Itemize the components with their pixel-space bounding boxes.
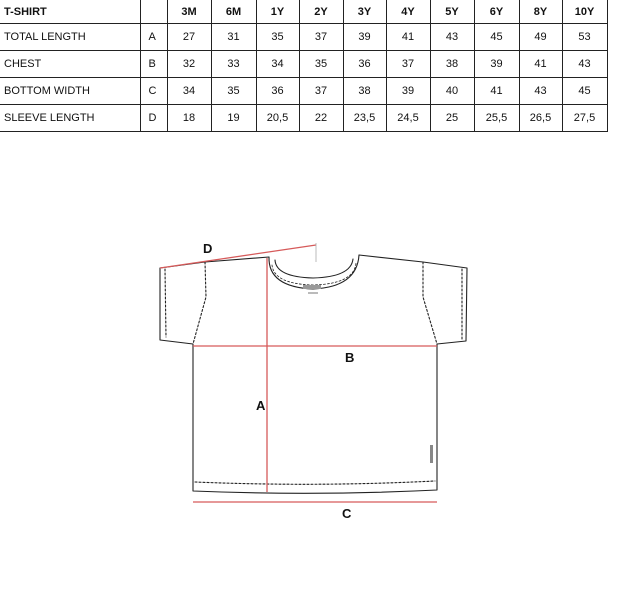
measure-name: TOTAL LENGTH bbox=[0, 24, 140, 51]
table-cell: 39 bbox=[386, 78, 430, 105]
table-cell: 25 bbox=[430, 105, 474, 132]
table-cell: 34 bbox=[256, 51, 299, 78]
size-header: 5Y bbox=[430, 0, 474, 24]
table-cell: 37 bbox=[299, 24, 343, 51]
table-cell: 34 bbox=[167, 78, 211, 105]
table-cell: 41 bbox=[474, 78, 519, 105]
table-cell: 37 bbox=[299, 78, 343, 105]
neck-label bbox=[303, 285, 321, 289]
collar-inner bbox=[275, 259, 353, 278]
table-cell: 38 bbox=[343, 78, 386, 105]
hem-side-label bbox=[430, 445, 433, 463]
tshirt-outline bbox=[160, 255, 467, 493]
table-cell: 39 bbox=[474, 51, 519, 78]
measure-letter: B bbox=[140, 51, 167, 78]
measure-name: CHEST bbox=[0, 51, 140, 78]
table-cell: 31 bbox=[211, 24, 256, 51]
measurement-lines bbox=[160, 245, 437, 502]
table-cell: 20,5 bbox=[256, 105, 299, 132]
measure-name: SLEEVE LENGTH bbox=[0, 105, 140, 132]
label-b: B bbox=[345, 350, 355, 365]
table-cell: 41 bbox=[519, 51, 562, 78]
table-cell: 35 bbox=[256, 24, 299, 51]
table-cell: 39 bbox=[343, 24, 386, 51]
size-header: 6Y bbox=[474, 0, 519, 24]
label-c: C bbox=[342, 506, 352, 521]
table-cell: 43 bbox=[562, 51, 607, 78]
bottom-hem-stitch bbox=[195, 481, 435, 484]
table-cell: 25,5 bbox=[474, 105, 519, 132]
sleeve-hem-left bbox=[165, 269, 166, 337]
table-cell: 53 bbox=[562, 24, 607, 51]
size-header: 2Y bbox=[299, 0, 343, 24]
size-header: 10Y bbox=[562, 0, 607, 24]
armhole-seam-left bbox=[193, 262, 206, 344]
label-a: A bbox=[256, 398, 266, 413]
neck-label-small bbox=[308, 292, 318, 294]
table-cell: 40 bbox=[430, 78, 474, 105]
measure-letter: A bbox=[140, 24, 167, 51]
armhole-seam-right bbox=[423, 262, 437, 344]
measure-letter: D bbox=[140, 105, 167, 132]
table-cell: 43 bbox=[519, 78, 562, 105]
label-d: D bbox=[203, 241, 213, 256]
size-header: 1Y bbox=[256, 0, 299, 24]
table-cell: 35 bbox=[299, 51, 343, 78]
table-cell: 43 bbox=[430, 24, 474, 51]
table-cell: 49 bbox=[519, 24, 562, 51]
measure-letter: C bbox=[140, 78, 167, 105]
table-title: T-SHIRT bbox=[0, 0, 140, 24]
table-cell: 36 bbox=[343, 51, 386, 78]
table-cell: 35 bbox=[211, 78, 256, 105]
table-cell: 41 bbox=[386, 24, 430, 51]
table-cell: 32 bbox=[167, 51, 211, 78]
table-cell: 23,5 bbox=[343, 105, 386, 132]
table-cell: 27,5 bbox=[562, 105, 607, 132]
size-header: 4Y bbox=[386, 0, 430, 24]
table-cell: 22 bbox=[299, 105, 343, 132]
table-cell: 38 bbox=[430, 51, 474, 78]
size-header: 3Y bbox=[343, 0, 386, 24]
table-cell: 45 bbox=[562, 78, 607, 105]
table-cell: 33 bbox=[211, 51, 256, 78]
sleeve-measure-line-d bbox=[160, 245, 316, 268]
table-cell: 19 bbox=[211, 105, 256, 132]
table-cell: 37 bbox=[386, 51, 430, 78]
table-cell: 24,5 bbox=[386, 105, 430, 132]
size-header: 6M bbox=[211, 0, 256, 24]
table-cell: 27 bbox=[167, 24, 211, 51]
table-cell: 36 bbox=[256, 78, 299, 105]
measure-name: BOTTOM WIDTH bbox=[0, 78, 140, 105]
size-header: 8Y bbox=[519, 0, 562, 24]
table-cell: 18 bbox=[167, 105, 211, 132]
size-header: 3M bbox=[167, 0, 211, 24]
table-cell: 45 bbox=[474, 24, 519, 51]
garment-labels bbox=[303, 285, 433, 463]
table-cell: 26,5 bbox=[519, 105, 562, 132]
